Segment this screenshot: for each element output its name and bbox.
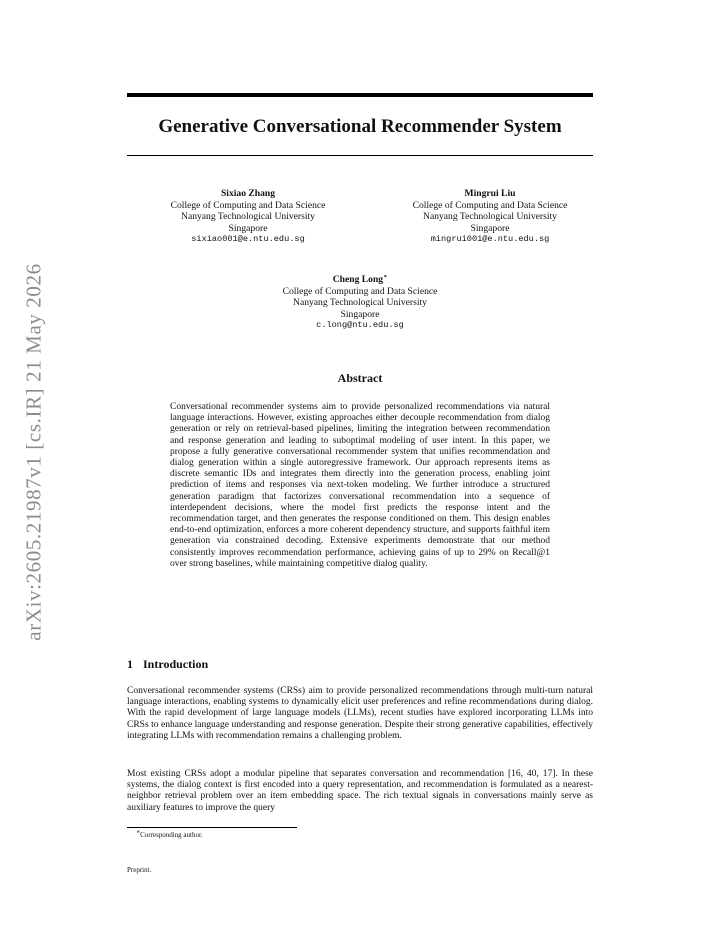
author-country: Singapore <box>228 222 268 234</box>
arxiv-identifier-stamp: arXiv:2605.21987v1 [cs.IR] 21 May 2026 <box>21 263 46 641</box>
author-name-line <box>240 274 480 286</box>
author-affiliation: College of Computing and Data Science <box>282 285 438 297</box>
body-paragraph: Most existing CRSs adopt a modular pipeline that separates conversation and recommendation [16, 40, 17]. In these systems, the dialog context is first encoded into a query representation, and recommendation is formulated as a nearest-neighbor retrieval problem over an item embedding space. The rich textual signals in conversations mainly serve as auxiliary features to improve the query <box>127 769 593 813</box>
footnote-text: Corresponding author. <box>140 831 203 839</box>
abstract-heading: Abstract <box>337 371 383 385</box>
section-number: 1 <box>127 657 133 671</box>
author-name: Cheng Long <box>332 274 384 285</box>
author-email: mingrui001@e.ntu.edu.sg <box>430 234 550 245</box>
author-block <box>128 188 368 246</box>
author-affiliation: College of Computing and Data Science <box>170 199 326 211</box>
section-title: Introduction <box>143 657 209 671</box>
body-paragraph: Conversational recommender systems (CRSs) aim to provide personalized recommendations through multi-turn natural language interactions, enabling systems to dynamically elicit user preferences and refine recommendations during dialog. With the rapid development of large language models (LLMs), recent studies have explored incorporating LLMs into CRSs to enhance language understanding and response generation. Despite their strong generative capabilities, effectively integrating LLMs with recommendation remains a challenging problem. <box>127 686 593 741</box>
author-country: Singapore <box>470 222 510 234</box>
author-university: Nanyang Technological University <box>423 211 557 223</box>
author-country: Singapore <box>340 308 380 320</box>
footnote <box>136 831 203 839</box>
footnote-rule <box>127 827 297 828</box>
section-heading <box>127 657 208 672</box>
author-affiliation: College of Computing and Data Science <box>412 199 568 211</box>
author-block <box>240 274 480 332</box>
author-name: Mingrui Liu <box>464 188 516 199</box>
footnote-marker: ∗ <box>136 829 141 836</box>
author-name: Sixiao Zhang <box>220 188 276 199</box>
preprint-note: Preprint. <box>127 866 152 874</box>
paper-title: Generative Conversational Recommender System <box>158 116 562 137</box>
title-bottom-rule <box>127 155 593 156</box>
author-email: c.long@ntu.edu.sg <box>316 320 404 331</box>
author-email: sixiao001@e.ntu.edu.sg <box>191 234 305 245</box>
title-top-rule <box>127 93 593 97</box>
author-university: Nanyang Technological University <box>293 297 427 309</box>
abstract-text: Conversational recommender systems aim to provide personalized recommendations via natural language interactions. However, existing approaches either decouple recommendation from dialog generation or rely on retrieval-based pipelines, limiting the integration between recommendation and response generation and leading to suboptimal modeling of user intent. In this paper, we propose a fully generative conversational recommender system that unifies recommendation and dialog generation within a single autoregressive framework. Our approach represents items as discrete semantic IDs and integrates them directly into the generation process, enabling joint prediction of items and responses via next-token modeling. We further introduce a structured generation paradigm that factorizes conversational recommendation into a sequence of interdependent decisions, where the model first predicts the response intent and the recommendation target, and then generates the response conditioned on them. This design enables end-to-end optimization, enforces a more coherent dependency structure, and supports faithful item generation via constrained decoding. Extensive experiments demonstrate that our method consistently improves recommendation performance, achieving gains of up to 29% on Recall@1 over strong baselines, while maintaining competitive dialog quality. <box>170 402 550 569</box>
author-block <box>370 188 610 246</box>
author-university: Nanyang Technological University <box>181 211 315 223</box>
corresponding-author-marker: ∗ <box>383 273 388 280</box>
